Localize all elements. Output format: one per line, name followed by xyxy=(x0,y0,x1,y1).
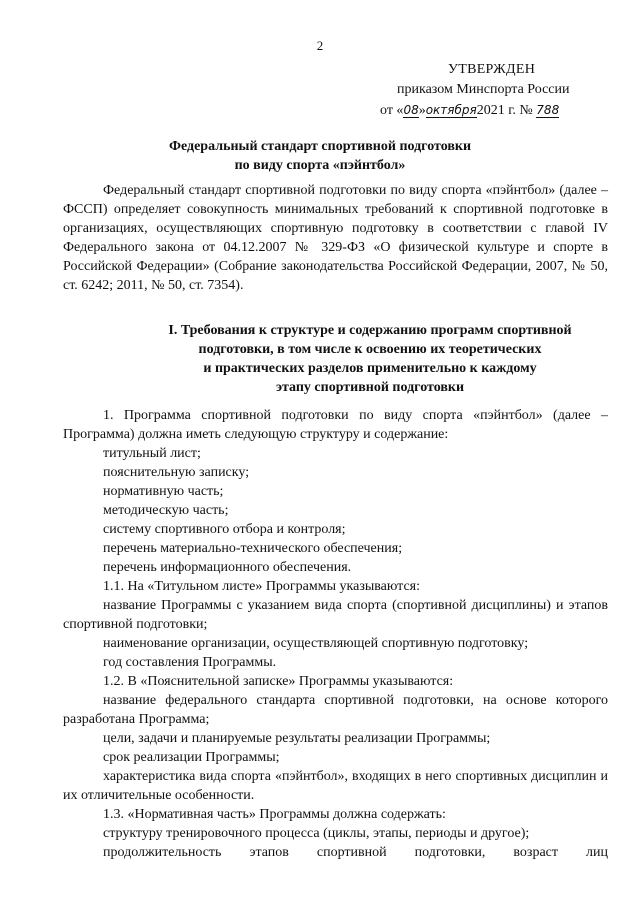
list-item: систему спортивного отбора и контроля; xyxy=(103,522,346,537)
title-line-1: Федеральный стандарт спортивной подготовки xyxy=(168,139,472,154)
approval-heading: УТВЕРЖДЕН xyxy=(448,62,536,77)
paragraph-1-1-c: год составления Программы. xyxy=(103,655,277,670)
handwritten-month: октября xyxy=(425,103,477,117)
title-line-2: по виду спорта «пэйнтбол» xyxy=(234,158,406,173)
section-1-line-2: подготовки, в том числе к освоению их теоретических xyxy=(198,342,542,357)
paragraph-1-2-d: характеристика вида спорта «пэйнтбол», входящих в него спортивных дисциплин и их отличительные особенности. xyxy=(63,769,608,803)
section-1-line-3: и практических разделов применительно к каждому xyxy=(203,361,537,376)
list-item: перечень материально-технического обеспечения; xyxy=(103,541,403,556)
paragraph-1-2: 1.2. В «Пояснительной записке» Программы указываются: xyxy=(103,674,454,689)
page-number: 2 xyxy=(316,38,324,53)
list-item: пояснительную записку; xyxy=(103,465,250,480)
approval-date-line xyxy=(380,100,615,121)
list-item: титульный лист; xyxy=(103,446,201,461)
paragraph-1-1-b: наименование организации, осуществляющей спортивную подготовку; xyxy=(103,636,529,651)
paragraph-1-2-a: название федерального стандарта спортивной подготовки, на основе которого разработана Программа; xyxy=(63,693,608,727)
document-title xyxy=(0,137,640,175)
list-item: перечень информационного обеспечения. xyxy=(103,560,352,575)
approval-year: 2021 г. № xyxy=(476,103,533,118)
section-1-line-1: I. Требования к структуре и содержанию программ спортивной xyxy=(168,323,572,338)
paragraph-1-2-c: срок реализации Программы; xyxy=(103,750,280,765)
section-1-body xyxy=(63,406,608,862)
handwritten-day: 08 xyxy=(403,103,419,117)
list-item: методическую часть; xyxy=(103,503,229,518)
approval-date-prefix: от « xyxy=(380,103,404,118)
paragraph-1-2-b: цели, задачи и планируемые результаты реализации Программы; xyxy=(103,731,491,746)
approval-block xyxy=(380,60,615,121)
section-1-line-4: этапу спортивной подготовки xyxy=(275,380,465,395)
section-1-heading xyxy=(130,321,610,397)
paragraph-1-3-a: структуру тренировочного процесса (циклы, этапы, периоды и другое); xyxy=(103,826,530,841)
paragraph-1: 1. Программа спортивной подготовки по виду спорта «пэйнтбол» (далее – Программа) должна иметь следующую структуру и содержание: xyxy=(63,408,608,442)
intro-paragraph: Федеральный стандарт спортивной подготовки по виду спорта «пэйнтбол» (далее – ФССП) определяет совокупность минимальных требований к спортивной подготовке в организациях, осуществляющих спортивную подготовку в соответствии с главой IV Федерального закона от 04.12.2007 № 329-ФЗ «О физической культуре и спорте в Российской Федерации» (Собрание законодательства Российской Федерации, 2007, № 50, ст. 6242; 2011, № 50, ст. 7354). xyxy=(63,183,608,293)
approval-order: приказом Минспорта России xyxy=(397,82,570,97)
handwritten-number: 788 xyxy=(536,103,560,117)
approval-date-mid: » xyxy=(418,103,426,118)
paragraph-1-1-a: название Программы с указанием вида спорта (спортивной дисциплины) и этапов спортивной подготовки; xyxy=(63,598,608,632)
list-item: нормативную часть; xyxy=(103,484,224,499)
paragraph-1-3: 1.3. «Нормативная часть» Программы должна содержать: xyxy=(103,807,446,822)
paragraph-1-3-b: продолжительность этапов спортивной подготовки, возраст лиц xyxy=(103,845,608,860)
paragraph-1-1: 1.1. На «Титульном листе» Программы указываются: xyxy=(103,579,420,594)
